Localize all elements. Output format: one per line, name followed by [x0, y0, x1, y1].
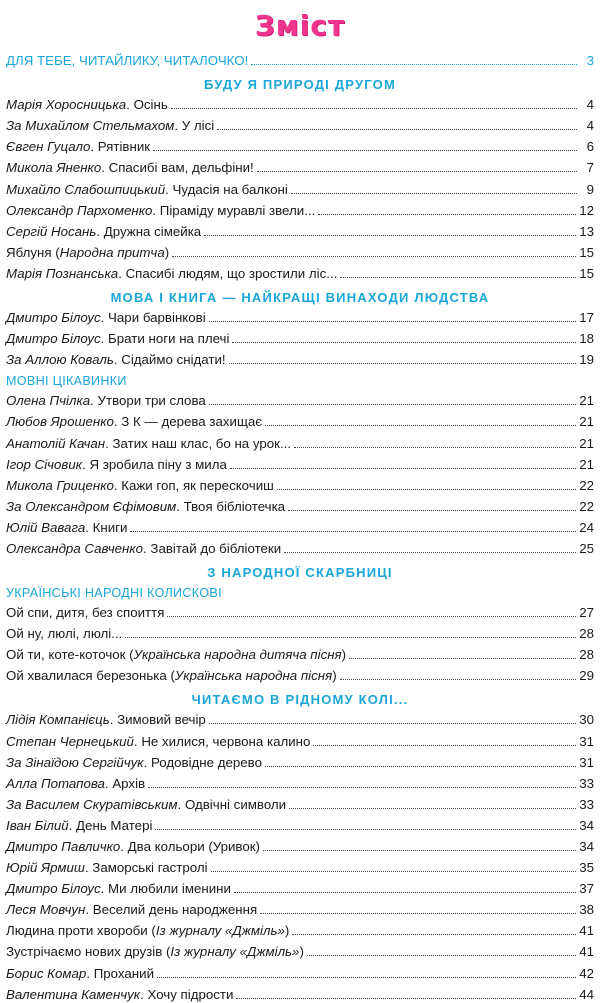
toc-entry[interactable] [6, 897, 594, 918]
toc-entry[interactable] [6, 982, 594, 1003]
entry-author: За Олександром Єфімовим [6, 498, 177, 514]
toc-entry[interactable] [6, 326, 594, 347]
entry-title: Ой ну, люлі, люлі... [6, 626, 123, 642]
entry-title: Спасибі людям, що зростили ліс... [125, 265, 338, 281]
page-number: 21 [579, 435, 594, 451]
dot-leader [157, 977, 576, 978]
dot-leader [234, 892, 576, 893]
page-number: 17 [579, 310, 594, 326]
entry-note-close: ) [332, 668, 337, 684]
page-number: 29 [579, 668, 594, 684]
author-separator: . [113, 352, 122, 368]
entry-title: Ми любили іменини [108, 881, 231, 897]
page-number: 4 [586, 97, 594, 113]
section-heading: З НАРОДНОЇ СКАРБНИЦІ [207, 564, 393, 580]
author-separator: . [120, 839, 128, 854]
entry-title: Ой ти, коте-коточок ( [6, 647, 134, 663]
entry-author: Любов Ярошенко [6, 414, 114, 430]
entry-title: Людина проти хвороби ( [6, 923, 156, 939]
entry-text [6, 117, 214, 134]
dot-leader [236, 998, 576, 999]
toc-entry[interactable] [6, 515, 594, 536]
page-number: 21 [579, 414, 594, 430]
entry-text [6, 733, 310, 750]
entry-author: Дмитро Білоус [6, 881, 101, 897]
page-number: 4 [586, 118, 594, 134]
entry-author: Марія Познанська [6, 265, 119, 281]
dot-leader [284, 552, 576, 553]
dot-leader [217, 129, 577, 130]
dot-leader [204, 235, 576, 236]
toc-entry[interactable] [6, 707, 594, 728]
entry-title: Два кольори (Уривок) [127, 839, 260, 854]
entry-text [6, 667, 337, 684]
entry-title: Дружна сімейка [103, 223, 202, 239]
toc-entry[interactable] [6, 261, 594, 282]
entry-text [6, 96, 168, 113]
toc-entry[interactable] [6, 600, 594, 621]
toc-entry[interactable] [6, 113, 594, 134]
entry-note: Із журналу «Джміль» [155, 923, 285, 939]
entry-text [6, 413, 262, 430]
dot-leader [340, 679, 577, 680]
page-number: 13 [579, 223, 594, 239]
page-number: 19 [579, 352, 594, 368]
section-list [6, 92, 594, 282]
entry-author: Євген Гуцало [6, 139, 91, 155]
entry-author: Олександра Савченко [6, 540, 144, 556]
dot-leader [232, 342, 576, 343]
entry-text [6, 159, 254, 176]
entry-text [6, 309, 206, 326]
entry-text [6, 351, 226, 368]
toc-entry[interactable] [6, 876, 594, 897]
dot-leader [307, 955, 576, 956]
table-of-contents [6, 0, 594, 1003]
author-separator: . [104, 775, 113, 791]
entry-note-close: ) [284, 923, 290, 939]
dot-leader [318, 214, 576, 215]
entry-author: Валентина Каменчук [6, 986, 141, 1002]
page-number: 31 [579, 754, 594, 770]
entry-title: Затих наш клас, бо на урок... [112, 435, 292, 451]
entry-text [6, 456, 227, 473]
toc-entry[interactable] [6, 219, 594, 240]
entry-title: Ой спи, дитя, без споиття [6, 605, 165, 621]
author-separator: . [68, 817, 77, 833]
author-separator: . [100, 881, 109, 897]
entry-title: Хочу підрости [147, 986, 234, 1002]
toc-entry[interactable] [6, 834, 594, 855]
author-separator: . [126, 97, 134, 113]
entry-text [6, 646, 346, 663]
author-separator: . [100, 331, 109, 347]
entry-text [6, 244, 169, 261]
toc-entry[interactable] [6, 48, 594, 69]
toc-entry[interactable] [6, 750, 594, 771]
entry-text [6, 540, 281, 557]
dot-leader [155, 829, 576, 830]
entry-text [6, 435, 291, 452]
section-list [6, 388, 594, 557]
page-number: 33 [579, 775, 594, 791]
dot-leader [313, 745, 576, 746]
page-number: 21 [579, 456, 594, 472]
entry-title: Чари барвінкові [108, 310, 206, 326]
toc-entry[interactable] [6, 240, 594, 261]
entry-title: Веселий день народження [92, 902, 258, 918]
dot-leader [125, 637, 576, 638]
page-number: 41 [579, 923, 594, 939]
author-separator: . [96, 223, 104, 239]
author-separator: . [85, 519, 93, 535]
section-list [6, 600, 594, 684]
section-heading: БУДУ Я ПРИРОДІ ДРУГОМ [204, 77, 396, 93]
entry-title: Одвічні символи [184, 796, 287, 812]
author-separator: . [140, 986, 148, 1002]
page-number: 9 [586, 181, 594, 197]
entry-text [6, 265, 337, 282]
entry-text [6, 477, 274, 494]
toc-entry[interactable] [6, 155, 594, 176]
entry-title: Книги [92, 519, 128, 535]
entry-title: Піраміду муравлі звели... [159, 202, 316, 218]
dot-leader [130, 531, 576, 532]
dot-leader [257, 171, 577, 172]
entry-text [6, 202, 315, 219]
dot-leader [292, 934, 576, 935]
dot-leader [229, 363, 577, 364]
entry-text [6, 223, 201, 240]
toc-entry[interactable] [6, 198, 594, 219]
dot-leader [172, 256, 576, 257]
entry-author: Микола Яненко [6, 160, 102, 176]
entry-note-close: ) [164, 244, 170, 260]
entry-text [6, 392, 206, 409]
author-separator: . [113, 477, 122, 493]
page-number: 12 [579, 202, 594, 218]
entry-author: За Аллою Коваль [6, 352, 114, 368]
dot-leader [265, 766, 576, 767]
entry-note: Із журналу «Джміль» [170, 944, 300, 960]
dot-leader [209, 723, 576, 724]
author-separator: . [86, 965, 94, 981]
toc-entry[interactable] [6, 347, 594, 368]
page-number: 25 [579, 540, 594, 556]
entry-text [6, 838, 260, 855]
entry-author: Анатолій Качан [6, 435, 106, 451]
section-list [6, 707, 594, 1002]
title-text: Зміст [254, 8, 346, 42]
entry-title: Осінь [133, 97, 168, 113]
toc-entry[interactable] [6, 939, 594, 960]
entry-title: Родовідне дерево [150, 754, 262, 770]
author-separator: . [84, 860, 93, 876]
entry-title: З К — дерева захищає [121, 414, 263, 430]
toc-entry[interactable] [6, 960, 594, 981]
author-separator: . [113, 414, 122, 430]
author-separator: . [82, 456, 90, 472]
entry-text [6, 711, 206, 728]
subsection-heading: МОВНІ ЦІКАВИНКИ [6, 374, 127, 389]
section-heading: ЧИТАЄМО В РІДНОМУ КОЛІ... [191, 692, 409, 708]
page-number: 6 [586, 139, 594, 155]
dot-leader [153, 150, 577, 151]
page-number: 21 [579, 393, 594, 409]
toc-entry[interactable] [6, 494, 594, 515]
toc-entry[interactable] [6, 642, 594, 663]
page-number: 33 [579, 796, 594, 812]
entry-note: Українська народна пісня [174, 668, 333, 684]
entry-text [6, 498, 285, 515]
page-number: 28 [579, 626, 594, 642]
author-separator: . [143, 754, 151, 770]
entry-author: Олександр Пархоменко [6, 202, 153, 218]
entry-title: Проханий [93, 965, 155, 981]
page-number: 22 [579, 477, 594, 493]
entry-text [6, 330, 229, 347]
entry-text [6, 986, 233, 1003]
entry-text [6, 880, 231, 897]
entry-title: Я зробила піну з мила [89, 456, 227, 472]
toc-entry[interactable] [6, 918, 594, 939]
toc-entry[interactable] [6, 452, 594, 473]
page-number: 34 [579, 839, 594, 854]
toc-entry[interactable] [6, 855, 594, 876]
entry-title: Кажи гоп, як перескочиш [121, 477, 274, 493]
author-separator: . [152, 202, 160, 218]
page-number: 28 [579, 647, 594, 663]
dot-leader [340, 277, 576, 278]
author-separator: . [176, 498, 184, 514]
toc-entry[interactable] [6, 134, 594, 155]
dot-leader [209, 404, 576, 405]
entry-note: Українська народна дитяча пісня [133, 647, 342, 663]
dot-leader [251, 64, 577, 65]
dot-leader [349, 658, 576, 659]
entry-title: Не хилися, червона калино [141, 733, 311, 749]
entry-title: Архів [112, 775, 146, 791]
entry-text [6, 796, 286, 813]
entry-author: Дмитро Білоус [6, 331, 101, 347]
page-number: 30 [579, 712, 594, 728]
page-number: 22 [579, 498, 594, 514]
section-heading: МОВА І КНИГА — НАЙКРАЩІ ВИНАХОДИ ЛЮДСТВА [110, 289, 490, 305]
author-separator: . [90, 139, 98, 155]
toc-entry[interactable] [6, 430, 594, 451]
author-separator: . [105, 435, 113, 451]
author-separator: . [174, 118, 182, 134]
entry-author: Леся Мовчун [6, 902, 86, 918]
entry-text [6, 604, 164, 621]
entry-title: День Матері [76, 817, 153, 833]
toc-entry[interactable] [6, 409, 594, 430]
entry-author: Дмитро Білоус [6, 310, 101, 326]
entry-title: Заморські гастролі [92, 860, 208, 876]
entry-title: Спасибі вам, дельфіни! [108, 160, 254, 176]
entry-title: Брати ноги на плечі [108, 331, 230, 347]
toc-entry[interactable] [6, 473, 594, 494]
page-number: 35 [579, 860, 594, 876]
page-number: 37 [579, 881, 594, 897]
toc-entry[interactable] [6, 621, 594, 642]
toc-entry[interactable] [6, 388, 594, 409]
author-separator: . [90, 393, 98, 409]
dot-leader [265, 425, 576, 426]
entry-title: Рятівник [97, 139, 151, 155]
entry-author: За Василем Скуратівським [6, 796, 178, 812]
author-separator: . [101, 160, 109, 176]
page-number: 18 [579, 331, 594, 347]
entry-title: Яблуня ( [6, 244, 60, 260]
toc-entry[interactable] [6, 536, 594, 557]
toc-entry[interactable] [6, 176, 594, 197]
dot-leader [288, 510, 576, 511]
dot-leader [171, 108, 577, 109]
entry-author: Степан Чернецький [6, 733, 134, 749]
page-number: 24 [579, 519, 594, 535]
entry-author: Михайло Слабошпицький [6, 181, 166, 197]
entry-title: ДЛЯ ТЕБЕ, ЧИТАЙЛИКУ, ЧИТАЛОЧКО! [6, 53, 249, 69]
toc-entry[interactable] [6, 92, 594, 113]
entry-author: За Зінаїдою Сергійчук [6, 754, 144, 770]
entry-note: Народна притча [59, 244, 165, 260]
page-number: 42 [579, 965, 594, 981]
entry-note-close: ) [299, 944, 304, 960]
author-separator: . [118, 265, 126, 281]
page-number: 38 [579, 902, 594, 918]
entry-title: Зимовий вечір [117, 712, 206, 728]
author-separator: . [100, 310, 109, 326]
entry-text [6, 965, 154, 982]
dot-leader [277, 489, 576, 490]
dot-leader [209, 321, 577, 322]
dot-leader [211, 871, 577, 872]
author-separator: . [85, 902, 93, 918]
dot-leader [291, 193, 577, 194]
author-separator: . [109, 712, 118, 728]
entry-title: Ой хвалилася березонька ( [6, 668, 175, 684]
entry-title: Зустрічаємо нових друзів ( [6, 944, 171, 960]
entry-title: Чудасія на балконі [172, 181, 288, 197]
dot-leader [167, 616, 576, 617]
author-separator: . [177, 796, 185, 812]
entry-author: Борис Комар [6, 965, 87, 981]
dot-leader [294, 447, 576, 448]
entry-text [6, 922, 289, 939]
dot-leader [263, 850, 576, 851]
entry-text [6, 859, 208, 876]
entry-author: Дмитро Павличко [6, 839, 121, 854]
entry-author: Алла Потапова [6, 775, 105, 791]
entry-text [6, 901, 257, 918]
entry-author: Юлій Вавага [6, 519, 86, 535]
entry-author: Іван Білий [6, 817, 69, 833]
entry-author: Марія Хоросницька [6, 97, 127, 113]
entry-author: Юрій Ярмиш [6, 860, 85, 876]
page-number: 31 [579, 733, 594, 749]
entry-author: Олена Пчілка [6, 393, 91, 409]
page-title [6, 2, 594, 48]
toc-entry[interactable] [6, 663, 594, 684]
page-number: 44 [579, 986, 594, 1002]
section-list [6, 305, 594, 368]
dot-leader [148, 787, 576, 788]
dot-leader [260, 913, 576, 914]
dot-leader [230, 468, 576, 469]
page-number: 41 [579, 944, 594, 960]
page-number: 7 [586, 160, 594, 176]
entry-text [6, 138, 150, 155]
entry-author: За Михайлом Стельмахом [6, 118, 175, 134]
author-separator: . [143, 540, 151, 556]
entry-title: У лісі [181, 118, 215, 134]
entry-text [6, 181, 288, 198]
entry-text [6, 775, 145, 792]
entry-text [6, 754, 262, 771]
entry-author: Микола Гриценко [6, 477, 114, 493]
author-separator: . [165, 181, 173, 197]
toc-entry[interactable] [6, 728, 594, 749]
dot-leader [289, 808, 576, 809]
page-number: 15 [579, 244, 594, 260]
entry-author: Лідія Компанієць [6, 712, 110, 728]
entry-note-close: ) [341, 647, 347, 663]
entry-text [6, 817, 152, 834]
author-separator: . [133, 733, 142, 749]
toc-entry[interactable] [6, 813, 594, 834]
entry-text [6, 519, 127, 536]
page-number: 34 [579, 817, 594, 833]
entry-title: Твоя бібліотечка [183, 498, 286, 514]
entry-title: Сідаймо снідати! [121, 352, 226, 368]
page-number: 3 [586, 53, 594, 69]
page-number: 15 [579, 265, 594, 281]
entry-author: Ігор Січовик [6, 456, 83, 472]
toc-entry[interactable] [6, 792, 594, 813]
entry-title: Утвори три слова [97, 393, 206, 409]
entry-text [6, 943, 304, 960]
entry-text [6, 625, 122, 642]
entry-author: Сергій Носань [6, 223, 97, 239]
toc-entry[interactable] [6, 305, 594, 326]
page-number: 27 [579, 605, 594, 621]
toc-entry[interactable] [6, 771, 594, 792]
entry-title: Завітай до бібліотеки [150, 540, 282, 556]
subsection-heading: УКРАЇНСЬКІ НАРОДНІ КОЛИСКОВІ [6, 585, 222, 600]
